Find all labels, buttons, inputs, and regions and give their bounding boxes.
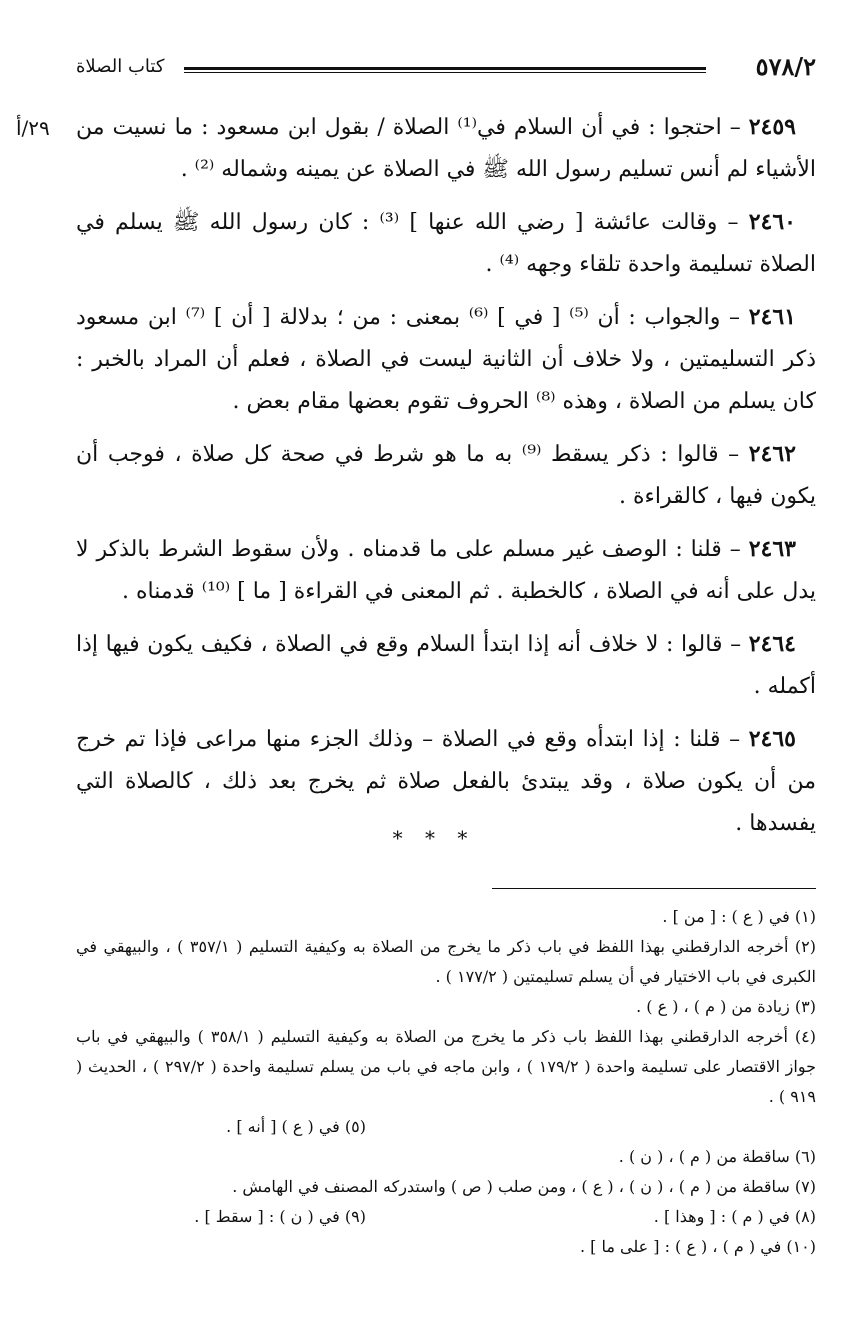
paragraph-text: – والجواب : أن ⁽⁵⁾ [ في ] ⁽⁶⁾ بمعنى : من ؛ بدلالة [ أن ] ⁽⁷⁾ ابن مسعود ذكر التسليمتين ، ولا خلاف أن الثانية ليست في الصلاة ، فعلم أن المراد بالخبر : كان يسلم من الصلاة ، وهذه ⁽⁸⁾ الحروف تقوم بعضها مقام بعض . bbox=[76, 305, 817, 414]
footnote: (٤) أخرجه الدارقطني بهذا اللفظ باب ذكر ما يخرج من الصلاة به وكيفية التسليم ( ٣٥٨/١ ) والبيهقي في باب جواز الاقتصار على تسليمة واحدة ( ١٧٩/٢ ) ، وابن ماجه في باب من يسلم تسليمة واحدة ( ٢٩٧/٢ ) ، الحديث ( ٩١٩ ) . bbox=[76, 1027, 817, 1106]
paragraph-text: – قالوا : لا خلاف أنه إذا ابتدأ السلام وقع في الصلاة ، فكيف يكون فيها إذا أكمله . bbox=[76, 632, 816, 699]
footnote: (٥) في ( ع ) [ أنه ] . bbox=[226, 1117, 366, 1136]
margin-folio-note: ٢٩/أ bbox=[16, 116, 50, 140]
paragraph-number: ٢٤٦٢ bbox=[748, 441, 796, 467]
footnote bbox=[366, 1112, 816, 1142]
paragraph-text: – قلنا : الوصف غير مسلم على ما قدمناه . ولأن سقوط الشرط بالذكر لا يدل على أنه في الصلاة ، كالخطبة . ثم المعنى في القراءة [ ما ] ⁽¹⁰⁾ قدمناه . bbox=[76, 537, 816, 604]
page-number: ٥٧٨/٢ bbox=[755, 52, 816, 81]
footnote: (٦) ساقطة من ( م ) ، ( ن ) . bbox=[618, 1147, 816, 1166]
paragraph-text: – قالوا : ذكر يسقط ⁽⁹⁾ به ما هو شرط في صحة كل صلاة ، فوجب أن يكون فيها ، كالقراءة . bbox=[76, 442, 816, 509]
paragraph bbox=[76, 433, 816, 518]
page-header bbox=[76, 52, 816, 86]
paragraph-text: – قلنا : إذا ابتدأه وقع في الصلاة – وذلك الجزء منها مراعى فإذا تم خرج من أن يكون صلاة ، وقد يبتدئ بالفعل صلاة ثم يخرج بعد ذلك ، كالصلاة التي يفسدها . bbox=[76, 727, 816, 836]
book-title: كتاب الصلاة bbox=[76, 56, 165, 77]
section-separator: * * * bbox=[392, 826, 476, 850]
header-rule-thin bbox=[184, 72, 706, 73]
paragraph bbox=[76, 106, 816, 191]
footnote: (٩) في ( ن ) : [ سقط ] . bbox=[194, 1207, 366, 1226]
footnote-rule bbox=[492, 888, 816, 889]
paragraph-number: ٢٤٦٤ bbox=[748, 631, 796, 657]
footnote: (٨) في ( م ) : [ وهذا ] . bbox=[653, 1207, 816, 1226]
paragraph bbox=[76, 623, 816, 708]
footnotes bbox=[76, 902, 816, 1262]
footnote-row bbox=[76, 1202, 816, 1232]
paragraph-number: ٢٤٦٣ bbox=[748, 536, 796, 562]
footnote: (٧) ساقطة من ( م ) ، ( ن ) ، ( ع ) ، ومن صلب ( ص ) واستدركه المصنف في الهامش . bbox=[232, 1177, 816, 1196]
paragraph bbox=[76, 201, 816, 286]
paragraph bbox=[76, 528, 816, 613]
footnote: (٢) أخرجه الدارقطني بهذا اللفظ في باب ذكر ما يخرج من الصلاة به وكيفية التسليم ( ٣٥٧/١ ) ، والبيهقي في الكبرى في باب الاختيار في أن يسلم تسليمتين ( ١٧٧/٢ ) . bbox=[76, 937, 816, 986]
footnote-row bbox=[76, 1112, 816, 1142]
paragraph-number: ٢٤٦١ bbox=[748, 304, 796, 330]
paragraph-text: – وقالت عائشة [ رضي الله عنها ] ⁽³⁾ : كان رسول الله ﷺ يسلم في الصلاة تسليمة واحدة تلقاء وجهه ⁽⁴⁾ . bbox=[76, 210, 816, 277]
paragraph-number: ٢٤٦٥ bbox=[748, 726, 796, 752]
header-rule bbox=[184, 67, 706, 70]
main-text bbox=[76, 106, 816, 855]
footnote: (١) في ( ع ) : [ من ] . bbox=[662, 907, 816, 926]
paragraph-number: ٢٤٥٩ bbox=[748, 114, 796, 140]
footnote: (١٠) في ( م ) ، ( ع ) : [ على ما ] . bbox=[579, 1237, 816, 1256]
footnote: (٣) زيادة من ( م ) ، ( ع ) . bbox=[636, 997, 816, 1016]
paragraph-text: – احتجوا : في أن السلام في⁽¹⁾ الصلاة / بقول ابن مسعود : ما نسيت من الأشياء لم أنس تسليم رسول الله ﷺ في الصلاة عن يمينه وشماله ⁽²⁾ . bbox=[76, 115, 816, 182]
paragraph-number: ٢٤٦٠ bbox=[748, 209, 796, 235]
paragraph bbox=[76, 296, 816, 423]
